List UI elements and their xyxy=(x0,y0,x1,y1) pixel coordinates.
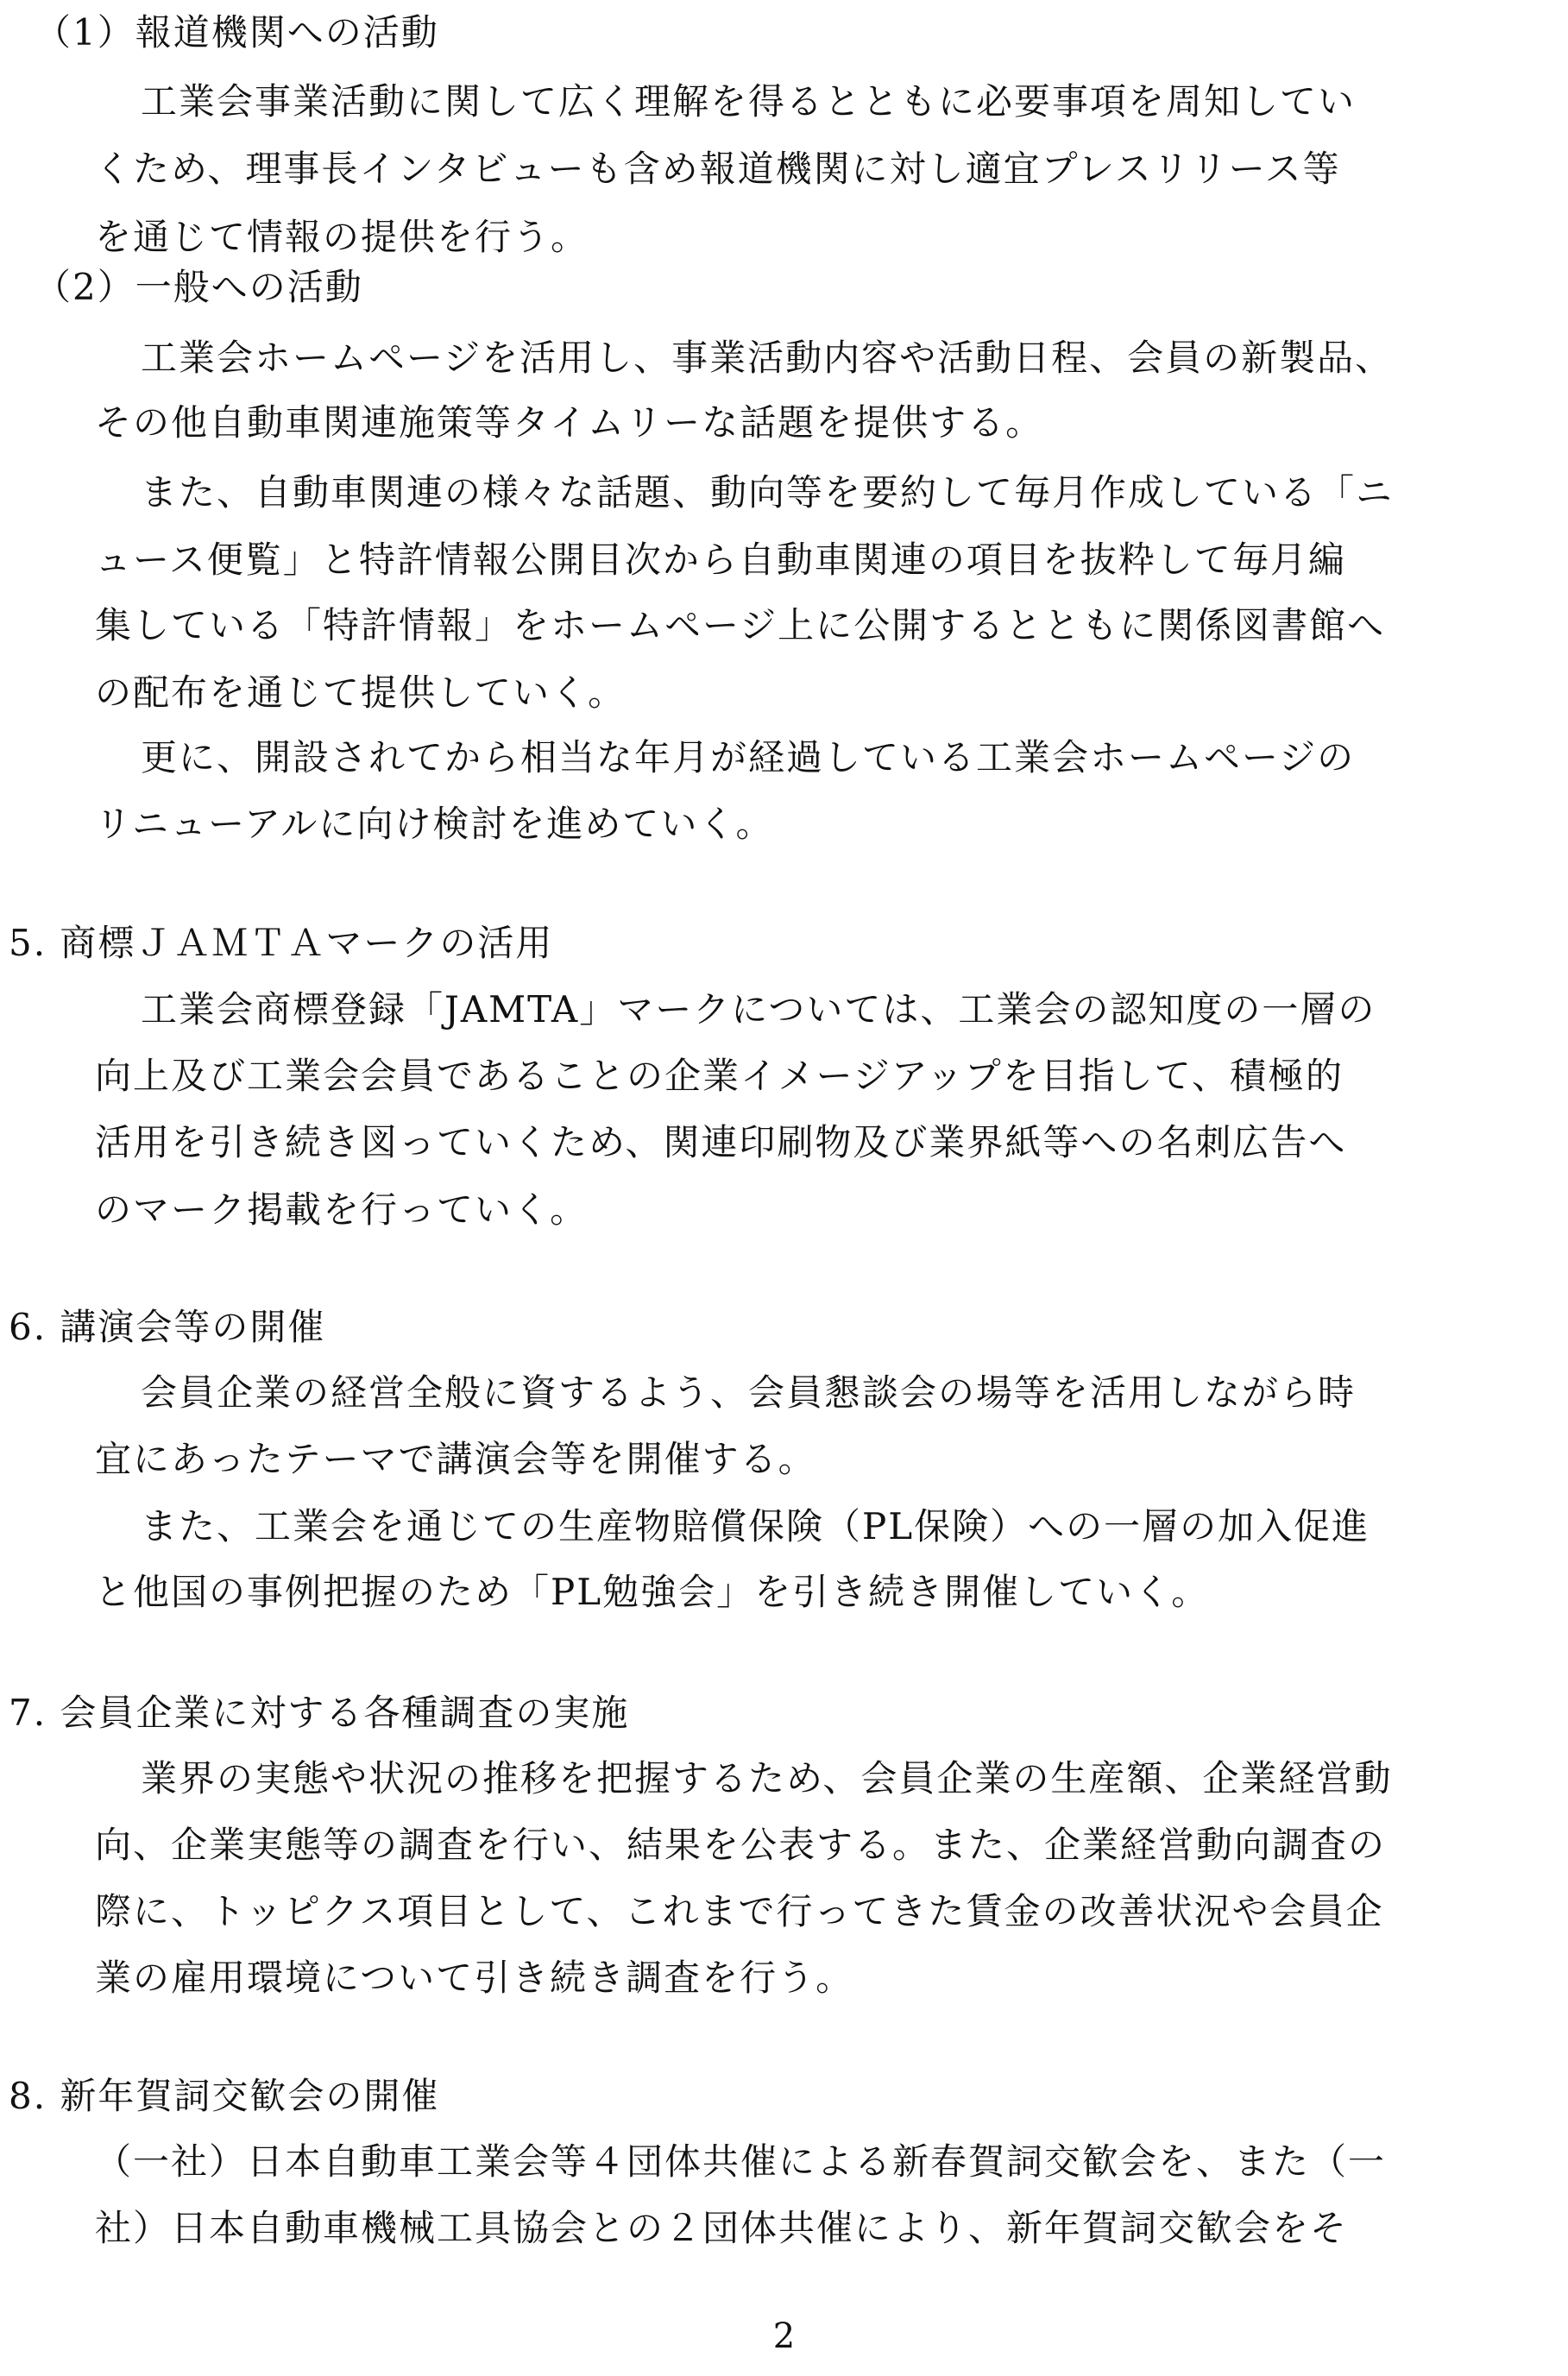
paragraph-line: 活用を引き続き図っていくため、関連印刷物及び業界紙等への名刺広告へ xyxy=(95,1121,1347,1163)
paragraph-line: その他自動車関連施策等タイムリーな話題を提供する。 xyxy=(95,401,1044,444)
paragraph-line: の配布を通じて提供していく。 xyxy=(95,671,627,714)
paragraph-line: リニューアルに向け検討を進めていく。 xyxy=(95,803,774,845)
section-heading: 5. 商標ＪＡＭＴＡマークの活用 xyxy=(9,922,554,964)
paragraph-line: 工業会事業活動に関して広く理解を得るとともに必要事項を周知してい xyxy=(141,80,1357,123)
section-heading: 6. 講演会等の開催 xyxy=(9,1306,326,1348)
section-heading: 7. 会員企業に対する各種調査の実施 xyxy=(9,1692,630,1734)
section-heading: （1）報道機関への活動 xyxy=(35,11,439,54)
paragraph-line: 業界の実態や状況の推移を把握するため、会員企業の生産額、企業経営動 xyxy=(141,1757,1393,1799)
paragraph-line: 際に、トッピクス項目として、これまで行ってきた賃金の改善状況や会員企 xyxy=(95,1890,1384,1932)
paragraph-line: 社）日本自動車機械工具協会との２団体共催により、新年賀詞交歓会をそ xyxy=(95,2207,1349,2249)
paragraph-line: 宜にあったテーマで講演会等を開催する。 xyxy=(95,1438,816,1480)
paragraph-line: 向上及び工業会会員であることの企業イメージアップを目指して、積極的 xyxy=(95,1055,1344,1097)
paragraph-line: 向、企業実態等の調査を行い、結果を公表する。また、企業経営動向調査の xyxy=(95,1824,1387,1866)
page-number: 2 xyxy=(772,2316,796,2356)
paragraph-line: と他国の事例把握のため「PL勉強会」を引き続き開催していく。 xyxy=(95,1571,1210,1613)
paragraph-line: 会員企業の経営全般に資するよう、会員懇談会の場等を活用しながら時 xyxy=(141,1371,1357,1414)
section-heading: 8. 新年賀詞交歓会の開催 xyxy=(9,2075,440,2117)
paragraph-line: を通じて情報の提供を行う。 xyxy=(95,216,589,258)
paragraph-line: 業の雇用環境について引き続き調査を行う。 xyxy=(95,1957,854,1999)
paragraph-line: 工業会商標登録「JAMTA」マークについては、工業会の認知度の一層の xyxy=(141,988,1376,1030)
paragraph-line: また、自動車関連の様々な話題、動向等を要約して毎月作成している「ニ xyxy=(141,471,1395,514)
section-heading: （2）一般への活動 xyxy=(35,266,363,308)
paragraph-line: （一社）日本自動車工業会等４団体共催による新春賀詞交歓会を、また（一 xyxy=(95,2140,1387,2183)
paragraph-line: ュース便覧」と特許情報公開目次から自動車関連の項目を抜粋して毎月編 xyxy=(95,539,1346,581)
paragraph-line: また、工業会を通じての生産物賠償保険（PL保険）への一層の加入促進 xyxy=(141,1505,1370,1547)
paragraph-line: のマーク掲載を行っていく。 xyxy=(95,1188,589,1231)
paragraph-line: 工業会ホームページを活用し、事業活動内容や活動日程、会員の新製品、 xyxy=(141,337,1394,379)
paragraph-line: 更に、開設されてから相当な年月が経過している工業会ホームページの xyxy=(141,736,1356,778)
paragraph-line: くため、理事長インタビューも含め報道機関に対し適宜プレスリリース等 xyxy=(95,148,1341,190)
paragraph-line: 集している「特許情報」をホームページ上に公開するとともに関係図書館へ xyxy=(95,604,1386,646)
